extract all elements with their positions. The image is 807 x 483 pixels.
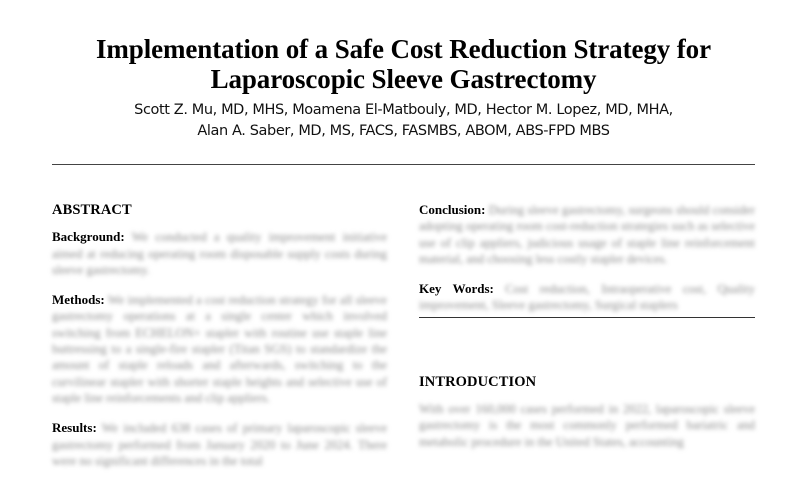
- title-line-2: Laparoscopic Sleeve Gastrectomy: [210, 64, 597, 94]
- title-line-1: Implementation of a Safe Cost Reduction Strategy for: [96, 34, 711, 64]
- abstract-heading: ABSTRACT: [52, 202, 132, 218]
- header-divider: [52, 164, 755, 165]
- background-text: We conducted a quality improvement initiative aimed at reducing operating room disposable supply costs during sleeve gastrectomy.: [52, 230, 387, 277]
- authors-line-2: Alan A. Saber, MD, MS, FACS, FASMBS, ABOM, ABS-FPD MBS: [197, 123, 610, 139]
- methods-label: Methods:: [52, 292, 105, 308]
- background-label: Background:: [52, 229, 125, 245]
- abstract-background: [52, 229, 387, 278]
- keywords-divider: [419, 317, 755, 318]
- results-label: Results:: [52, 420, 97, 436]
- author-list: [0, 100, 807, 142]
- conclusion-label: Conclusion:: [419, 202, 486, 217]
- results-text: We included 638 cases of primary laparoscopic sleeve gastrectomy performed from January 2020 to June 2024. There were no significant differences in the total: [52, 421, 387, 468]
- abstract-conclusion: [419, 202, 755, 267]
- paper-title: [0, 34, 807, 94]
- keywords-label: Key Words:: [419, 281, 494, 297]
- introduction-heading: INTRODUCTION: [419, 373, 537, 390]
- introduction-paragraph: [419, 401, 755, 450]
- introduction-text: With over 160,000 cases performed in 2022, laparoscopic sleeve gastrectomy is the most commonly performed bariatric and metabolic procedure in the United States, accounting: [419, 402, 755, 449]
- abstract-results: [52, 420, 387, 469]
- methods-text: We implemented a cost reduction strategy for all sleeve gastrectomy operations at a single center which involved switching from ECHELON+ stapler with routine use staple line buttressing to a single-fire stapler (Titan SGS) to standardize the amount of staple reloads and afterwards, switching to the curvilinear stapler with shorter staple heights and selective use of staple line reinforcements and clip appliers.: [52, 293, 387, 405]
- left-column: [52, 200, 387, 483]
- abstract-keywords: [419, 281, 755, 314]
- conclusion-text: During sleeve gastrectomy, surgeons should consider adopting operating room cost-reduction strategies such as selective use of clip appliers, judicious usage of staple line reinforcement material, and choosing less costly stapler devices.: [419, 203, 755, 266]
- authors-line-1: Scott Z. Mu, MD, MHS, Moamena El-Matbouly, MD, Hector M. Lopez, MD, MHA,: [134, 102, 673, 118]
- abstract-methods: [52, 292, 387, 406]
- keywords-text: Cost reduction, Intraoperative cost, Quality improvement, Sleeve gastrectomy, Surgical staplers: [419, 282, 755, 313]
- right-column: [419, 200, 755, 464]
